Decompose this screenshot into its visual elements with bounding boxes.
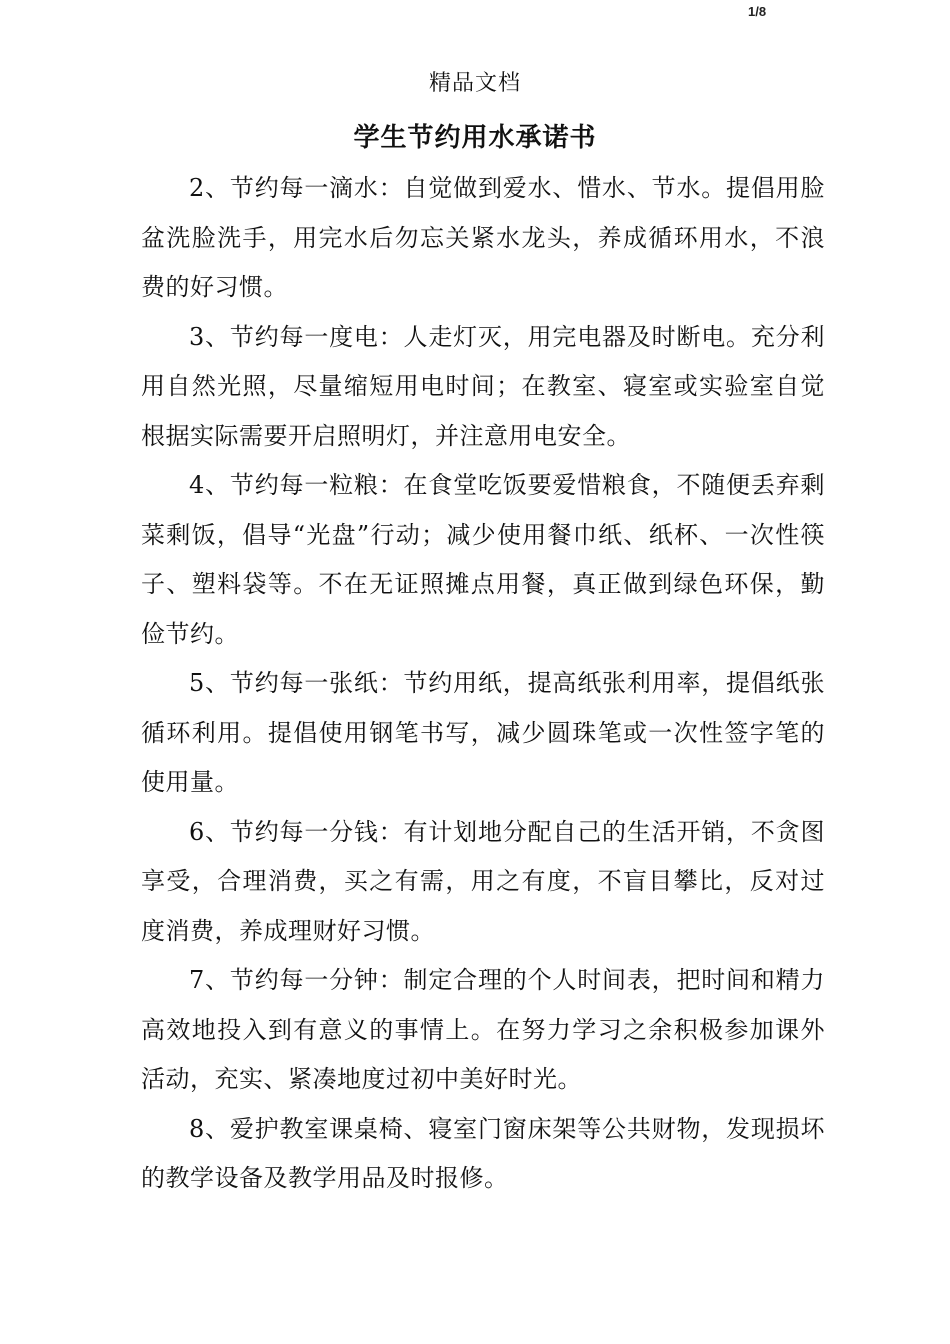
paragraph-item-8: 8、爱护教室课桌椅、寝室门窗床架等公共财物，发现损坏的教学设备及教学用品及时报修。 — [141, 1114, 825, 1192]
paragraph-item-2: 2、节约每一滴水：自觉做到爱水、惜水、节水。提倡用脸盆洗脸洗手，用完水后勿忘关紧水龙头，养成循环用水，不浪费的好习惯。 — [141, 174, 825, 301]
page-number: 1/8 — [748, 4, 767, 19]
document-header-label: 精品文档 — [428, 71, 521, 96]
document-body — [141, 164, 825, 1204]
paragraph-item-4: 4、节约每一粒粮：在食堂吃饭要爱惜粮食，不随便丢弃剩菜剩饭，倡导“光盘”行动；减少使用餐巾纸、纸杯、一次性筷子、塑料袋等。不在无证照摊点用餐，真正做到绿色环保，勤俭节约。 — [141, 471, 825, 648]
paragraph-item-6: 6、节约每一分钱：有计划地分配自己的生活开销，不贪图享受，合理消费，买之有需，用之有度，不盲目攀比，反对过度消费，养成理财好习惯。 — [141, 817, 825, 945]
paragraph-item-7: 7、节约每一分钟：制定合理的个人时间表，把时间和精力高效地投入到有意义的事情上。在努力学习之余积极参加课外活动，充实、紧凑地度过初中美好时光。 — [141, 966, 825, 1093]
paragraph-item-5: 5、节约每一张纸：节约用纸，提高纸张利用率，提倡纸张循环利用。提倡使用钢笔书写，减少圆珠笔或一次性签字笔的使用量。 — [141, 669, 825, 796]
page-title: 学生节约用水承诺书 — [353, 123, 597, 153]
paragraph-item-3: 3、节约每一度电：人走灯灭，用完电器及时断电。充分利用自然光照，尽量缩短用电时间；在教室、寝室或实验室自觉根据实际需要开启照明灯，并注意用电安全。 — [141, 322, 825, 450]
